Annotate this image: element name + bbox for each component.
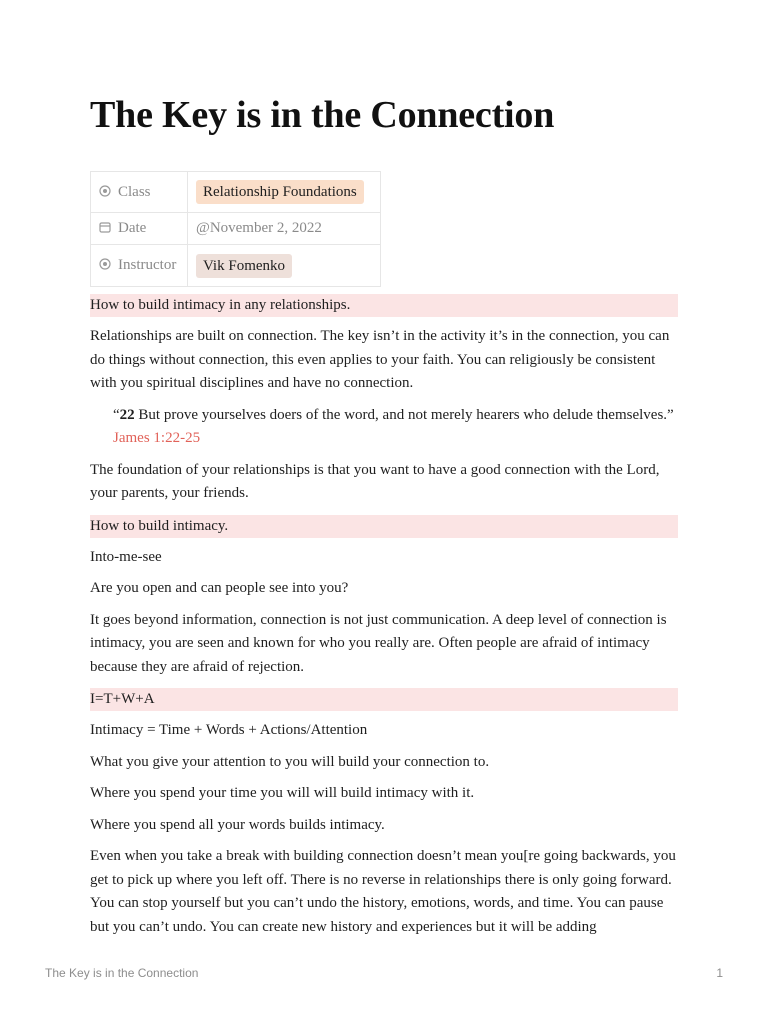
- property-key-label: Class: [118, 183, 151, 200]
- paragraph: Into-me-see: [90, 548, 162, 565]
- property-value[interactable]: [188, 213, 381, 245]
- page-title: The Key is in the Connection: [90, 94, 555, 136]
- property-value[interactable]: [188, 245, 381, 287]
- highlighted-heading: I=T+W+A: [90, 688, 678, 711]
- property-key: [91, 172, 188, 213]
- quote-text: But prove yourselves doers of the word, and not merely hearers who delude themselves.”: [134, 406, 674, 423]
- property-key-label: Instructor: [118, 257, 177, 273]
- properties-table: [90, 171, 381, 287]
- property-row-instructor: [91, 245, 381, 287]
- paragraph: The foundation of your relationships is that you want to have a good connection with the Lord, your parents, your friends.: [90, 461, 660, 501]
- property-value[interactable]: [188, 172, 381, 213]
- paragraph: Intimacy = Time + Words + Actions/Attention: [90, 722, 368, 738]
- quote-open-mark: “: [113, 406, 120, 423]
- footer-doc-title: The Key is in the Connection: [45, 966, 199, 980]
- scripture-reference: James 1:22-25: [113, 430, 201, 446]
- property-key: [91, 213, 188, 245]
- calendar-icon: [99, 221, 111, 233]
- footer-page-number: 1: [716, 966, 723, 980]
- date-value[interactable]: @November 2, 2022: [196, 220, 322, 236]
- scripture-quote: [90, 404, 678, 451]
- property-key: [91, 245, 188, 287]
- paragraph: Where you spend all your words builds intimacy.: [90, 816, 385, 833]
- select-icon: [99, 258, 111, 270]
- instructor-tag[interactable]: Vik Fomenko: [196, 254, 292, 278]
- paragraph: What you give your attention to you will build your connection to.: [90, 753, 490, 770]
- select-icon: [99, 185, 111, 197]
- property-row-date: [91, 213, 381, 245]
- paragraph: Where you spend your time you will will build intimacy with it.: [90, 785, 475, 801]
- class-tag[interactable]: Relationship Foundations: [196, 180, 364, 204]
- paragraph: Relationships are built on connection. The key isn’t in the activity it’s in the connection, you can do things without connection, this even applies to your faith. You can religiously be consistent with you spiritual disciplines and have no connection.: [90, 328, 670, 391]
- property-row-class: [91, 172, 381, 213]
- verse-number: 22: [119, 406, 135, 423]
- document-page: [90, 92, 678, 939]
- highlighted-heading: How to build intimacy in any relationships.: [90, 294, 678, 317]
- paragraph: Are you open and can people see into you?: [90, 580, 349, 596]
- paragraph: Even when you take a break with building connection doesn’t mean you[re going backwards, you get to pick up where you left off. There is no reverse in relationships there is only going forward. You can stop yourself but you can’t undo the history, emotions, words, and time. You can pause but you can’t undo. You can create new history and experiences but it will be adding: [90, 848, 676, 935]
- highlighted-heading: How to build intimacy.: [90, 515, 678, 538]
- paragraph: It goes beyond information, connection is not just communication. A deep level of connection is intimacy, you are seen and known for who you really are. Often people are afraid of intimacy because they are afraid of rejection.: [90, 611, 667, 675]
- property-key-label: Date: [118, 220, 147, 236]
